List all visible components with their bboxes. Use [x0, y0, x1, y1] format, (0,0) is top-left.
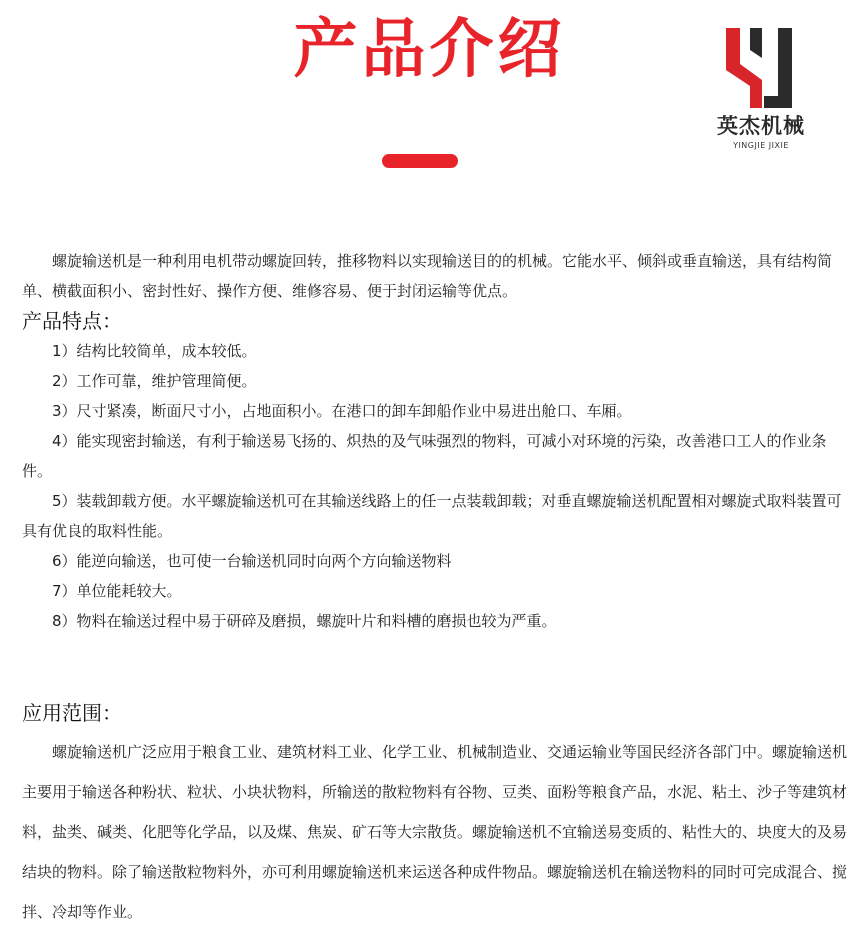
feature-item: 6）能逆向输送，也可使一台输送机同时向两个方向输送物料	[52, 552, 452, 570]
feature-item: 5）装载卸载方便。水平螺旋输送机可在其输送线路上的任一点装载卸载；对垂直螺旋输送机配置相对螺旋式取料装置可具有优良的取料性能。	[22, 492, 842, 540]
brand-logo	[706, 28, 816, 158]
page-title: 产品介绍	[293, 13, 566, 87]
logo-name-en: YINGJIE JIXIE	[733, 141, 789, 150]
logo-name-cn: 英杰机械	[717, 113, 805, 138]
feature-item: 1）结构比较简单，成本较低。	[52, 342, 257, 360]
features-list	[22, 336, 848, 636]
feature-item: 2）工作可靠，维护管理简便。	[52, 372, 257, 390]
title-underline	[382, 154, 458, 168]
feature-item: 4）能实现密封输送，有利于输送易飞扬的、炽热的及气味强烈的物料，可减小对环境的污染，改善港口工人的作业条件。	[22, 432, 827, 480]
application-paragraph: 螺旋输送机广泛应用于粮食工业、建筑材料工业、化学工业、机械制造业、交通运输业等国民经济各部门中。螺旋输送机主要用于输送各种粉状、粒状、小块状物料，所输送的散粒物料有谷物、豆类、面粉等粮食产品，水泥、粘土、沙子等建筑材料，盐类、碱类、化肥等化学品，以及煤、焦炭、矿石等大宗散货。螺旋输送机不宜输送易变质的、粘性大的、块度大的及易结块的物料。除了输送散粒物料外，亦可利用螺旋输送机来运送各种成件物品。螺旋输送机在输送物料的同时可完成混合、搅拌、冷却等作业。	[22, 743, 848, 921]
feature-item: 8）物料在输送过程中易于研碎及磨损，螺旋叶片和料槽的磨损也较为严重。	[52, 612, 557, 630]
intro-paragraph: 螺旋输送机是一种利用电机带动螺旋回转，推移物料以实现输送目的的机械。它能水平、倾斜或垂直输送，具有结构简单、横截面积小、密封性好、操作方便、维修容易、便于封闭运输等优点。	[22, 252, 833, 300]
feature-item: 3）尺寸紧凑，断面尺寸小，占地面积小。在港口的卸车卸船作业中易进出舱口、车厢。	[52, 402, 632, 420]
logo-mark-icon	[726, 28, 796, 108]
features-heading: 产品特点：	[22, 309, 122, 333]
feature-item: 7）单位能耗较大。	[52, 582, 182, 600]
application-heading: 应用范围：	[22, 701, 122, 725]
